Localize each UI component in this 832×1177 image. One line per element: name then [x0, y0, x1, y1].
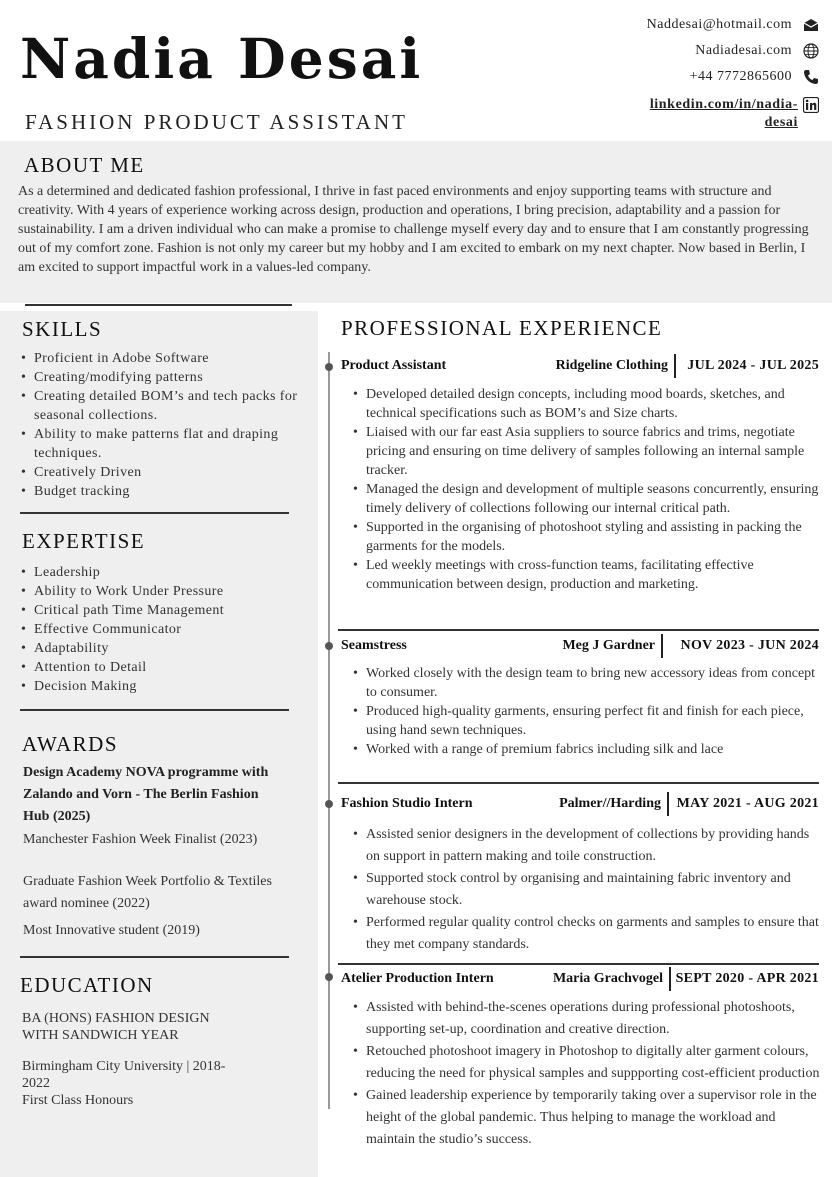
list-item: • Proficient in Adobe Software [20, 349, 305, 368]
education-title: EDUCATION [20, 973, 154, 997]
contact-website[interactable] [540, 38, 820, 64]
linkedin-link[interactable] [633, 96, 798, 132]
envelope-icon [802, 16, 820, 34]
list-item: • Developed detailed design concepts, including mood boards, sketches, and technical specifications such as BOM’s and Size charts. [352, 385, 824, 423]
divider [20, 956, 289, 958]
list-item: • Supported in the organising of photoshoot styling and assisting in packing the garments for the models. [352, 518, 824, 556]
education-school: Birmingham City University | 2018-2022 [22, 1059, 226, 1091]
job-dates: NOV 2023 - JUN 2024 [680, 638, 819, 653]
job-company: Palmer//Harding [559, 796, 661, 811]
timeline-dot [325, 363, 333, 371]
job-bullets [352, 997, 824, 1151]
job-separator [667, 792, 669, 816]
timeline-line [328, 352, 330, 1109]
job-separator [661, 634, 663, 658]
list-item: • Gained leadership experience by temporarily taking over a supervisor role in the height of the global pandemic. Thus helping to manage the workload and maintain the studio’s success. [352, 1085, 824, 1151]
timeline-dot [325, 800, 333, 808]
job-header [341, 967, 819, 991]
candidate-title: FASHION PRODUCT ASSISTANT [25, 110, 408, 134]
timeline-dot [325, 973, 333, 981]
divider [338, 963, 819, 965]
skills-title: SKILLS [22, 317, 103, 341]
website-text[interactable]: Nadiadesai.com [695, 43, 792, 58]
job-bullets [352, 385, 824, 594]
job-bullets [352, 664, 824, 759]
job-dates: MAY 2021 - AUG 2021 [676, 796, 819, 811]
list-item: • Critical path Time Management [20, 601, 305, 620]
phone-icon [802, 68, 820, 86]
job-role: Atelier Production Intern [341, 971, 494, 986]
list-item: • Assisted with behind-the-scenes operations during professional photoshoots, supporting set-up, coordination and creative direction. [352, 997, 824, 1041]
job-separator [669, 967, 671, 991]
job-company: Meg J Gardner [562, 638, 655, 653]
list-item: • Ability to make patterns flat and draping techniques. [20, 425, 305, 463]
divider [20, 512, 289, 514]
job-dates: JUL 2024 - JUL 2025 [687, 358, 819, 373]
about-text: As a determined and dedicated fashion professional, I thrive in fast paced environments and enjoy supporting teams with structure and creativity. With 4 years of experience working across design, production and operations, I bring precision, adaptability and a passion for sustainability. I am a driven individual who can make a promise to challenge myself every day and to ensure that I am constantly progressing out of my comfort zone. Fashion is not only my career but my hobby and I am excited to embark on my next chapter. Now based in Berlin, I am excited to support impactful work in a values-led company. [18, 184, 809, 275]
left-column [0, 311, 318, 1177]
expertise-title: EXPERTISE [22, 529, 146, 553]
job-header [341, 792, 819, 816]
job-header [341, 634, 819, 658]
list-item: • Worked with a range of premium fabrics including silk and lace [352, 740, 824, 759]
list-item: • Led weekly meetings with cross-function teams, facilitating effective communication between design, production and marketing. [352, 556, 824, 594]
job-separator [674, 354, 676, 378]
linkedin-text-line2: desai [764, 115, 798, 130]
list-item: • Decision Making [20, 677, 305, 696]
list-item: • Attention to Detail [20, 658, 305, 677]
email-text[interactable]: Naddesai@hotmail.com [646, 17, 792, 32]
list-item: • Liaised with our far east Asia suppliers to source fabrics and trims, negotiate pricing and ensuring on time delivery of samples following an internal sample tracker. [352, 423, 824, 480]
list-item: • Budget tracking [20, 482, 305, 501]
list-item: • Creating/modifying patterns [20, 368, 305, 387]
about-section [0, 141, 832, 303]
list-item: • Creating detailed BOM’s and tech packs for seasonal collections. [20, 387, 305, 425]
linkedin-icon [802, 96, 820, 114]
divider [338, 782, 819, 784]
education-degree: BA (HONS) FASHION DESIGN WITH SANDWICH YEAR [22, 1011, 210, 1043]
job-role: Fashion Studio Intern [341, 796, 473, 811]
contact-linkedin[interactable] [540, 96, 820, 136]
list-item: • Retouched photoshoot imagery in Photoshop to digitally alter garment colours, reducing the need for physical samples and suppporting cost-efficient production [352, 1041, 824, 1085]
skills-list [20, 349, 305, 501]
timeline-dot [325, 642, 333, 650]
job-bullets [352, 824, 824, 956]
expertise-list [20, 563, 305, 696]
contact-email[interactable] [540, 12, 820, 38]
list-item: • Produced high-quality garments, ensuring perfect fit and finish for each piece, using hand sewn techniques. [352, 702, 824, 740]
list-item: • Supported stock control by organising and maintaining fabric inventory and warehouse stock. [352, 868, 824, 912]
job-company: Maria Grachvogel [552, 971, 663, 986]
divider [338, 629, 819, 631]
contact-block [540, 12, 820, 136]
divider [20, 709, 289, 711]
award-item: Graduate Fashion Week Portfolio & Textiles award nominee (2022) [23, 874, 272, 911]
globe-icon [802, 42, 820, 60]
job-role: Seamstress [341, 638, 407, 653]
list-item: • Creatively Driven [20, 463, 305, 482]
list-item: • Worked closely with the design team to bring new accessory ideas from concept to consumer. [352, 664, 824, 702]
divider [25, 304, 292, 306]
list-item: • Leadership [20, 563, 305, 582]
job-dates: SEPT 2020 - APR 2021 [675, 971, 819, 986]
job-header [341, 354, 819, 378]
awards-title: AWARDS [22, 732, 118, 756]
list-item: • Effective Communicator [20, 620, 305, 639]
list-item: • Assisted senior designers in the development of collections by providing hands on support in pattern making and toile construction. [352, 824, 824, 868]
list-item: • Ability to Work Under Pressure [20, 582, 305, 601]
about-title: ABOUT ME [24, 153, 145, 177]
linkedin-text-line1: linkedin.com/in/nadia- [649, 97, 798, 112]
award-item: Design Academy NOVA programme with Zalando and Vorn - The Berlin Fashion Hub (2025) [23, 765, 269, 824]
experience-title: PROFESSIONAL EXPERIENCE [341, 316, 663, 340]
list-item: • Managed the design and development of multiple seasons concurrently, ensuring timely delivery of collections following our internal critical path. [352, 480, 824, 518]
award-item: Most Innovative student (2019) [23, 923, 200, 938]
phone-text[interactable]: +44 7772865600 [689, 69, 792, 84]
candidate-name: Nadia Desai [20, 26, 424, 91]
job-company: Ridgeline Clothing [555, 358, 668, 373]
list-item: • Adaptability [20, 639, 305, 658]
contact-phone[interactable] [540, 64, 820, 90]
job-role: Product Assistant [341, 358, 447, 373]
education-honours: First Class Honours [22, 1093, 134, 1108]
award-item: Manchester Fashion Week Finalist (2023) [23, 832, 258, 847]
list-item: • Performed regular quality control checks on garments and samples to ensure that they met company standards. [352, 912, 824, 956]
